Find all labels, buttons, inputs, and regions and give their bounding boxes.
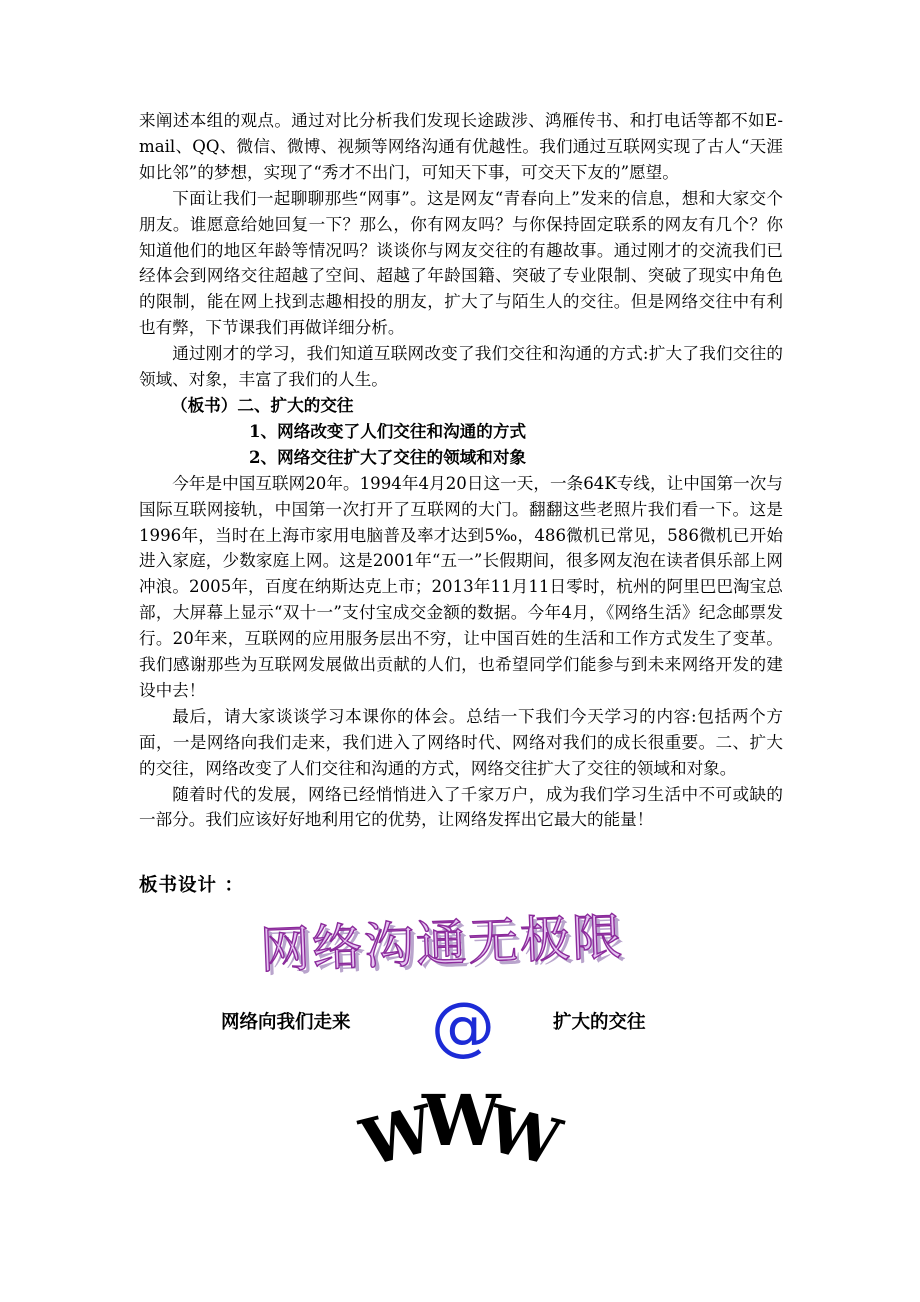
board-heading-sub2: 2、网络交往扩大了交往的领域和对象 — [249, 446, 527, 467]
board-design-label: 板书设计 ： — [139, 875, 244, 896]
paragraph-conclusion: 随着时代的发展，网络已经悄悄进入了千家万户，成为我们学习生活中不可或缺的一部分。我们应该好好地利用它的优势，让网络发挥出它最大的能量！ — [139, 784, 783, 830]
board-heading-main: （板书）二、扩大的交往 — [171, 394, 354, 415]
paragraph-intro-continued: 来阐述本组的观点。通过对比分析我们发现长途跋涉、鸿雁传书、和打电话等都不如E-mail、QQ、微信、微博、视频等网络沟通有优越性。我们通过互联网实现了古人“天涯如比邻”的梦想，实现了“秀才不出门，可知天下事，可交天下友的”愿望。 — [139, 111, 783, 182]
www-letter-1: W — [353, 1091, 442, 1182]
paragraph-online-stories: 下面让我们一起聊聊那些“网事”。这是网友“青春向上”发来的信息，想和大家交个朋友。谁愿意给她回复一下？那么，你有网友吗？与你保持固定联系的网友有几个？你知道他们的地区年龄等情况吗？谈谈你与网友交往的有趣故事。通过刚才的交流我们已经体会到网络交往超越了空间、超越了年龄国籍、突破了专业限制、突破了现实中角色的限制，能在网上找到志趣相投的朋友，扩大了与陌生人的交往。但是网络交往中有利也有弊，下节课我们再做详细分析。 — [139, 188, 783, 338]
at-symbol-icon: @ — [431, 990, 495, 1064]
www-letter-3: W — [479, 1091, 568, 1182]
www-letter-2: W — [422, 1079, 501, 1162]
board-left-text: 网络向我们走来 — [221, 1012, 351, 1033]
board-right-text: 扩大的交往 — [553, 1012, 646, 1033]
paragraph-learning-summary: 通过刚才的学习，我们知道互联网改变了我们交往和沟通的方式:扩大了我们交往的领域、对象，丰富了我们的人生。 — [139, 344, 783, 390]
www-wordart — [353, 1079, 568, 1182]
board-wordart-title: 网络沟通无极限 — [259, 907, 625, 980]
lesson-body — [139, 108, 783, 833]
paragraph-internet-history: 今年是中国互联网20年。1994年4月20日这一天，一条64K专线，让中国第一次与国际互联网接轨，中国第一次打开了互联网的大门。翻翻这些老照片我们看一下。这是1996年，当时在上海市家用电脑普及率才达到5‰，486微机已常见，586微机已开始进入家庭，少数家庭上网。这是2001年“五一”长假期间，很多网友泡在读者俱乐部上网冲浪。2005年，百度在纳斯达克上市；2013年11月11日零时，杭州的阿里巴巴淘宝总部，大屏幕上显示“双十一”支付宝成交金额的数据。今年4月，《网络生活》纪念邮票发行。20年来，互联网的应用服务层出不穷，让中国百姓的生活和工作方式发生了变革。我们感谢那些为互联网发展做出贡献的人们，也希望同学们能参与到未来网络开发的建设中去！ — [139, 473, 783, 700]
board-heading-sub1: 1、网络改变了人们交往和沟通的方式 — [249, 420, 527, 441]
paragraph-lesson-review: 最后，请大家谈谈学习本课你的体会。总结一下我们今天学习的内容:包括两个方面，一是网络向我们走来，我们进入了网络时代、网络对我们的成长很重要。二、扩大的交往，网络改变了人们交往和沟通的方式，网络交往扩大了交往的领域和对象。 — [139, 706, 783, 778]
